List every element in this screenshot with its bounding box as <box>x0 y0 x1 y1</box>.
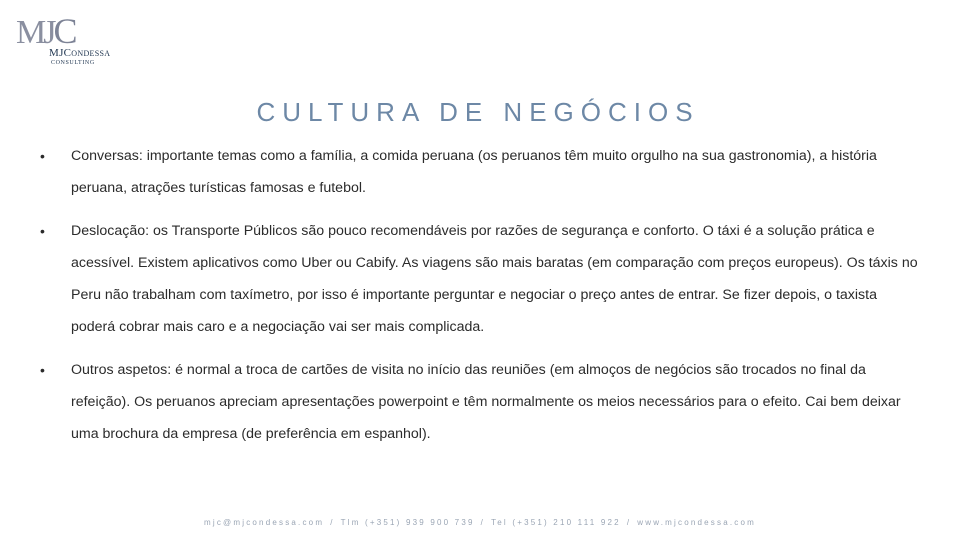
logo-monogram: MJC <box>16 11 75 51</box>
footer-separator: / <box>480 518 486 527</box>
logo-company-name: MJCondessa <box>49 47 111 59</box>
bullet-marker: • <box>40 223 45 239</box>
footer-separator: / <box>626 518 632 527</box>
footer-separator: / <box>330 518 335 527</box>
bullet-text: Conversas: importante temas como a família, a comida peruana (os peruanos têm muito orgulho na sua gastronomia), a história peruana, atrações turísticas famosas e futebol. <box>71 148 877 196</box>
bullet-text: Deslocação: os Transporte Públicos são pouco recomendáveis por razões de segurança e conforto. O táxi é a solução prática e acessível. Existem aplicativos como Uber ou Cabify. As viagens são mais baratas (em comparação com preços europeus). Os táxis no Peru não trabalham com taxímetro, por isso é importante perguntar e negociar o preço antes de entrar. Se fizer depois, o taxista poderá cobrar mais caro e a negociação vai ser mais complicada. <box>71 223 918 335</box>
footer-mobile-phone: Tlm (+351) 939 900 739 <box>340 518 475 527</box>
footer-website[interactable]: www.mjcondessa.com <box>637 518 756 527</box>
footer-email[interactable]: mjc@mjcondessa.com <box>204 518 325 527</box>
footer-contact <box>0 518 960 527</box>
bullet-transport <box>40 215 920 343</box>
company-logo <box>16 11 126 74</box>
bullet-conversations <box>40 140 920 204</box>
footer-telephone: Tel (+351) 210 111 922 <box>491 518 621 527</box>
bullet-text: Outros aspetos: é normal a troca de cartões de visita no início das reuniões (em almoços de negócios são trocados no final da refeição). Os peruanos apreciam apresentações powerpoint e têm normalmente os meios necessários para o efeito. Cai bem deixar uma brochura da empresa (de preferência em espanhol). <box>71 362 901 442</box>
bullet-marker: • <box>40 148 45 164</box>
bullet-marker: • <box>40 362 45 378</box>
logo-tagline: CONSULTING <box>51 60 95 66</box>
bullet-other-aspects <box>40 354 920 450</box>
page-title: CULTURA DE NEGÓCIOS <box>256 97 700 128</box>
bullet-list <box>40 140 920 461</box>
